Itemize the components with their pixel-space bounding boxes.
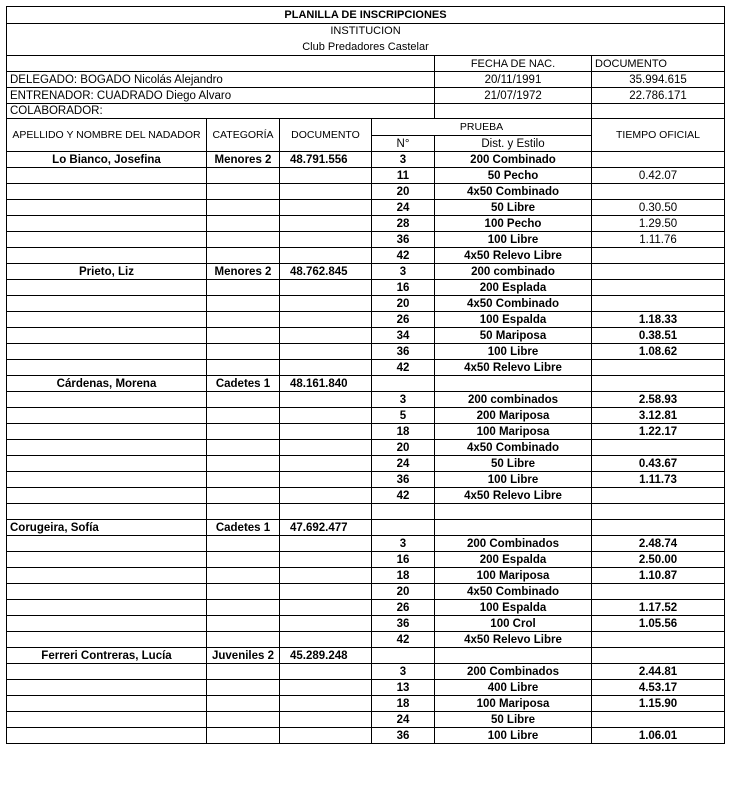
swimmer-document-cell — [280, 616, 372, 632]
table-row — [7, 456, 725, 472]
event-number-cell: 11 — [372, 168, 435, 184]
swimmer-name-cell — [7, 680, 207, 696]
event-number-cell: 18 — [372, 568, 435, 584]
table-row — [7, 472, 725, 488]
category-cell — [207, 600, 280, 616]
swimmer-name-cell: Lo Bianco, Josefina — [7, 152, 207, 168]
table-row — [7, 296, 725, 312]
table-row — [7, 424, 725, 440]
official-time-cell: 1.17.52 — [592, 600, 725, 616]
swimmer-document-cell — [280, 456, 372, 472]
swimmer-name-cell — [7, 552, 207, 568]
table-row — [7, 328, 725, 344]
entries-body — [7, 152, 725, 744]
swimmer-name-cell: Prieto, Liz — [7, 264, 207, 280]
swimmer-document-cell — [280, 248, 372, 264]
category-cell — [207, 216, 280, 232]
official-time-cell — [592, 520, 725, 536]
swimmer-document-cell — [280, 392, 372, 408]
swimmer-name-cell — [7, 296, 207, 312]
swimmer-document-cell — [280, 296, 372, 312]
official-time-cell: 1.29.50 — [592, 216, 725, 232]
event-cell: 100 Mariposa — [435, 568, 592, 584]
event-number-cell: 3 — [372, 264, 435, 280]
category-cell — [207, 728, 280, 744]
official-time-cell: 1.18.33 — [592, 312, 725, 328]
category-cell — [207, 504, 280, 520]
official-time-cell: 0.30.50 — [592, 200, 725, 216]
category-cell — [207, 536, 280, 552]
event-cell — [435, 520, 592, 536]
event-number-cell: 42 — [372, 360, 435, 376]
official-time-cell — [592, 296, 725, 312]
event-cell: 400 Libre — [435, 680, 592, 696]
table-row — [7, 248, 725, 264]
event-number-cell: 5 — [372, 408, 435, 424]
swimmer-name-cell — [7, 632, 207, 648]
event-number-cell: 18 — [372, 696, 435, 712]
category-cell — [207, 680, 280, 696]
event-number-cell — [372, 648, 435, 664]
official-time-cell: 1.05.56 — [592, 616, 725, 632]
event-cell: 100 Mariposa — [435, 696, 592, 712]
event-cell — [435, 376, 592, 392]
column-header-name: APELLIDO Y NOMBRE DEL NADADOR — [7, 119, 207, 152]
swimmer-document-cell — [280, 472, 372, 488]
table-row — [7, 552, 725, 568]
event-number-cell: 20 — [372, 184, 435, 200]
swimmer-document-cell — [280, 664, 372, 680]
event-cell: 200 Combinados — [435, 664, 592, 680]
table-row — [7, 360, 725, 376]
swimmer-name-cell — [7, 184, 207, 200]
column-header-event-group: PRUEBA — [372, 119, 592, 136]
table-row — [7, 312, 725, 328]
event-number-cell: 3 — [372, 152, 435, 168]
event-cell: 4x50 Relevo Libre — [435, 248, 592, 264]
event-cell: 100 Espalda — [435, 600, 592, 616]
swimmer-document-cell — [280, 584, 372, 600]
category-cell: Menores 2 — [207, 264, 280, 280]
event-number-cell: 36 — [372, 472, 435, 488]
table-row — [7, 488, 725, 504]
event-number-cell: 3 — [372, 392, 435, 408]
staff-document: 35.994.615 — [592, 72, 725, 88]
category-cell — [207, 584, 280, 600]
table-row — [7, 680, 725, 696]
swimmer-name-cell: Corugeira, Sofía — [7, 520, 207, 536]
staff-document: 22.786.171 — [592, 88, 725, 104]
category-cell — [207, 456, 280, 472]
swimmer-name-cell — [7, 360, 207, 376]
category-cell — [207, 440, 280, 456]
swimmer-document-cell — [280, 232, 372, 248]
event-cell: 4x50 Combinado — [435, 296, 592, 312]
staff-name: ENTRENADOR: CUADRADO Diego Alvaro — [7, 88, 435, 104]
category-cell: Cadetes 1 — [207, 376, 280, 392]
event-number-cell: 26 — [372, 600, 435, 616]
category-cell — [207, 296, 280, 312]
event-cell: 200 combinado — [435, 264, 592, 280]
event-number-cell: 20 — [372, 440, 435, 456]
registration-sheet — [6, 6, 724, 744]
sheet-title: PLANILLA DE INSCRIPCIONES — [7, 7, 725, 24]
event-cell — [435, 648, 592, 664]
swimmer-name-cell — [7, 248, 207, 264]
official-time-cell: 1.11.73 — [592, 472, 725, 488]
official-time-cell: 2.48.74 — [592, 536, 725, 552]
table-row — [7, 584, 725, 600]
table-row — [7, 536, 725, 552]
event-number-cell: 3 — [372, 536, 435, 552]
table-row — [7, 264, 725, 280]
table-row — [7, 184, 725, 200]
event-number-cell: 36 — [372, 232, 435, 248]
swimmer-name-cell — [7, 664, 207, 680]
swimmer-document-cell — [280, 360, 372, 376]
official-time-cell: 0.42.07 — [592, 168, 725, 184]
official-time-cell: 3.12.81 — [592, 408, 725, 424]
event-number-cell: 36 — [372, 616, 435, 632]
official-time-cell: 1.15.90 — [592, 696, 725, 712]
event-number-cell: 28 — [372, 216, 435, 232]
table-row — [7, 280, 725, 296]
official-time-cell — [592, 712, 725, 728]
staff-row-delegate — [7, 72, 725, 88]
table-row — [7, 232, 725, 248]
swimmer-document-cell — [280, 552, 372, 568]
official-time-cell — [592, 280, 725, 296]
swimmer-name-cell — [7, 472, 207, 488]
swimmer-document-cell — [280, 344, 372, 360]
swimmer-name-cell — [7, 728, 207, 744]
table-row — [7, 344, 725, 360]
swimmer-name-cell — [7, 200, 207, 216]
official-time-cell: 2.58.93 — [592, 392, 725, 408]
official-time-cell — [592, 376, 725, 392]
table-row — [7, 696, 725, 712]
table-row — [7, 664, 725, 680]
event-number-cell: 24 — [372, 200, 435, 216]
category-cell — [207, 632, 280, 648]
event-number-cell: 13 — [372, 680, 435, 696]
swimmer-name-cell — [7, 584, 207, 600]
official-time-cell — [592, 184, 725, 200]
staff-birth: 21/07/1972 — [435, 88, 592, 104]
event-cell — [435, 504, 592, 520]
event-cell: 50 Libre — [435, 456, 592, 472]
category-cell: Juveniles 2 — [207, 648, 280, 664]
swimmer-document-cell — [280, 696, 372, 712]
swimmer-document-cell — [280, 424, 372, 440]
swimmer-document-cell: 48.762.845 — [280, 264, 372, 280]
official-time-cell: 2.50.00 — [592, 552, 725, 568]
event-number-cell: 34 — [372, 328, 435, 344]
event-number-cell: 42 — [372, 248, 435, 264]
table-row — [7, 632, 725, 648]
event-number-cell: 36 — [372, 728, 435, 744]
column-header-distance-style: Dist. y Estilo — [435, 136, 592, 152]
official-time-cell — [592, 264, 725, 280]
institution-name: Club Predadores Castelar — [7, 39, 725, 56]
event-number-cell — [372, 504, 435, 520]
event-cell: 200 Esplada — [435, 280, 592, 296]
event-number-cell: 20 — [372, 296, 435, 312]
staff-name: COLABORADOR: — [7, 104, 435, 119]
swimmer-name-cell: Ferreri Contreras, Lucía — [7, 648, 207, 664]
category-cell — [207, 360, 280, 376]
official-time-cell: 4.53.17 — [592, 680, 725, 696]
category-cell — [207, 488, 280, 504]
staff-row-collaborator — [7, 104, 725, 119]
swimmer-name-cell — [7, 344, 207, 360]
category-cell — [207, 392, 280, 408]
event-number-cell: 26 — [372, 312, 435, 328]
official-time-cell: 0.43.67 — [592, 456, 725, 472]
swimmer-document-cell — [280, 536, 372, 552]
swimmer-name-cell — [7, 280, 207, 296]
event-number-cell: 3 — [372, 664, 435, 680]
document-header: DOCUMENTO — [592, 56, 725, 72]
swimmer-name-cell — [7, 392, 207, 408]
staff-header-blank — [7, 56, 435, 72]
official-time-cell — [592, 440, 725, 456]
category-cell — [207, 424, 280, 440]
category-cell — [207, 472, 280, 488]
event-cell: 200 Espalda — [435, 552, 592, 568]
category-cell — [207, 184, 280, 200]
event-cell: 100 Espalda — [435, 312, 592, 328]
column-header-number: N° — [372, 136, 435, 152]
swimmer-document-cell — [280, 440, 372, 456]
category-cell: Menores 2 — [207, 152, 280, 168]
official-time-cell: 1.11.76 — [592, 232, 725, 248]
institution-label: INSTITUCION — [7, 24, 725, 39]
event-cell: 100 Libre — [435, 728, 592, 744]
category-cell — [207, 664, 280, 680]
event-number-cell: 20 — [372, 584, 435, 600]
swimmer-name-cell — [7, 312, 207, 328]
swimmer-name-cell — [7, 616, 207, 632]
event-cell: 4x50 Relevo Libre — [435, 632, 592, 648]
staff-birth — [435, 104, 592, 119]
swimmer-name-cell — [7, 488, 207, 504]
event-number-cell: 24 — [372, 456, 435, 472]
swimmer-name-cell — [7, 456, 207, 472]
event-cell: 100 Pecho — [435, 216, 592, 232]
category-cell — [207, 248, 280, 264]
event-number-cell: 42 — [372, 632, 435, 648]
table-row — [7, 728, 725, 744]
official-time-cell: 1.08.62 — [592, 344, 725, 360]
swimmer-name-cell — [7, 712, 207, 728]
header-table — [6, 6, 725, 119]
swimmer-document-cell — [280, 728, 372, 744]
event-cell: 200 Combinado — [435, 152, 592, 168]
event-number-cell: 42 — [372, 488, 435, 504]
category-cell — [207, 696, 280, 712]
category-cell — [207, 344, 280, 360]
swimmer-name-cell — [7, 168, 207, 184]
swimmer-document-cell — [280, 680, 372, 696]
swimmer-name-cell — [7, 424, 207, 440]
table-row — [7, 152, 725, 168]
official-time-cell: 0.38.51 — [592, 328, 725, 344]
category-cell — [207, 408, 280, 424]
event-cell: 100 Libre — [435, 472, 592, 488]
staff-row-coach — [7, 88, 725, 104]
event-number-cell — [372, 520, 435, 536]
category-cell — [207, 200, 280, 216]
swimmer-name-cell — [7, 536, 207, 552]
swimmer-name-cell — [7, 216, 207, 232]
official-time-cell — [592, 648, 725, 664]
event-cell: 100 Mariposa — [435, 424, 592, 440]
swimmer-name-cell — [7, 696, 207, 712]
swimmer-name-cell — [7, 408, 207, 424]
event-cell: 4x50 Combinado — [435, 584, 592, 600]
table-row — [7, 520, 725, 536]
official-time-cell — [592, 632, 725, 648]
event-number-cell: 36 — [372, 344, 435, 360]
staff-name: DELEGADO: BOGADO Nicolás Alejandro — [7, 72, 435, 88]
swimmer-document-cell — [280, 312, 372, 328]
swimmer-document-cell — [280, 168, 372, 184]
category-cell — [207, 616, 280, 632]
event-cell: 4x50 Relevo Libre — [435, 360, 592, 376]
event-number-cell — [372, 376, 435, 392]
official-time-cell — [592, 584, 725, 600]
swimmer-document-cell — [280, 408, 372, 424]
category-cell — [207, 232, 280, 248]
swimmer-name-cell — [7, 568, 207, 584]
event-cell: 100 Crol — [435, 616, 592, 632]
category-cell: Cadetes 1 — [207, 520, 280, 536]
event-number-cell: 18 — [372, 424, 435, 440]
swimmer-document-cell — [280, 200, 372, 216]
category-cell — [207, 712, 280, 728]
event-number-cell: 24 — [372, 712, 435, 728]
official-time-cell — [592, 504, 725, 520]
official-time-cell — [592, 360, 725, 376]
table-row — [7, 616, 725, 632]
category-cell — [207, 280, 280, 296]
event-cell: 100 Libre — [435, 232, 592, 248]
swimmer-document-cell: 47.692.477 — [280, 520, 372, 536]
official-time-cell — [592, 248, 725, 264]
table-row — [7, 200, 725, 216]
swimmer-document-cell — [280, 568, 372, 584]
official-time-cell — [592, 488, 725, 504]
swimmer-name-cell: Cárdenas, Morena — [7, 376, 207, 392]
event-cell: 50 Pecho — [435, 168, 592, 184]
official-time-cell: 1.10.87 — [592, 568, 725, 584]
column-header-category: CATEGORÍA — [207, 119, 280, 152]
column-header-document: DOCUMENTO — [280, 119, 372, 152]
event-number-cell: 16 — [372, 280, 435, 296]
swimmer-document-cell: 45.289.248 — [280, 648, 372, 664]
swimmer-document-cell: 48.161.840 — [280, 376, 372, 392]
swimmer-name-cell — [7, 440, 207, 456]
table-row — [7, 216, 725, 232]
official-time-cell — [592, 152, 725, 168]
official-time-cell: 1.06.01 — [592, 728, 725, 744]
official-time-cell: 2.44.81 — [592, 664, 725, 680]
swimmer-document-cell — [280, 488, 372, 504]
table-row — [7, 648, 725, 664]
table-row — [7, 392, 725, 408]
swimmer-document-cell — [280, 504, 372, 520]
swimmer-document-cell — [280, 712, 372, 728]
birth-date-header: FECHA DE NAC. — [435, 56, 592, 72]
event-cell: 200 Mariposa — [435, 408, 592, 424]
event-cell: 200 Combinados — [435, 536, 592, 552]
category-cell — [207, 312, 280, 328]
swimmer-document-cell — [280, 328, 372, 344]
event-cell: 4x50 Combinado — [435, 440, 592, 456]
category-cell — [207, 568, 280, 584]
table-row — [7, 408, 725, 424]
staff-document — [592, 104, 725, 119]
event-cell: 100 Libre — [435, 344, 592, 360]
event-cell: 50 Libre — [435, 200, 592, 216]
swimmer-name-cell — [7, 232, 207, 248]
event-cell: 50 Mariposa — [435, 328, 592, 344]
entries-table — [6, 118, 725, 744]
table-row — [7, 168, 725, 184]
category-cell — [207, 552, 280, 568]
column-header-official-time: TIEMPO OFICIAL — [592, 119, 725, 152]
swimmer-name-cell — [7, 504, 207, 520]
event-cell: 4x50 Relevo Libre — [435, 488, 592, 504]
swimmer-document-cell — [280, 600, 372, 616]
table-row — [7, 600, 725, 616]
table-row — [7, 376, 725, 392]
table-row — [7, 440, 725, 456]
official-time-cell: 1.22.17 — [592, 424, 725, 440]
table-row — [7, 568, 725, 584]
swimmer-document-cell — [280, 184, 372, 200]
category-cell — [207, 328, 280, 344]
table-row — [7, 712, 725, 728]
event-cell: 200 combinados — [435, 392, 592, 408]
table-row — [7, 504, 725, 520]
category-cell — [207, 168, 280, 184]
swimmer-name-cell — [7, 600, 207, 616]
swimmer-document-cell — [280, 280, 372, 296]
swimmer-name-cell — [7, 328, 207, 344]
event-number-cell: 16 — [372, 552, 435, 568]
swimmer-document-cell — [280, 632, 372, 648]
swimmer-document-cell — [280, 216, 372, 232]
swimmer-document-cell: 48.791.556 — [280, 152, 372, 168]
staff-birth: 20/11/1991 — [435, 72, 592, 88]
event-cell: 50 Libre — [435, 712, 592, 728]
event-cell: 4x50 Combinado — [435, 184, 592, 200]
